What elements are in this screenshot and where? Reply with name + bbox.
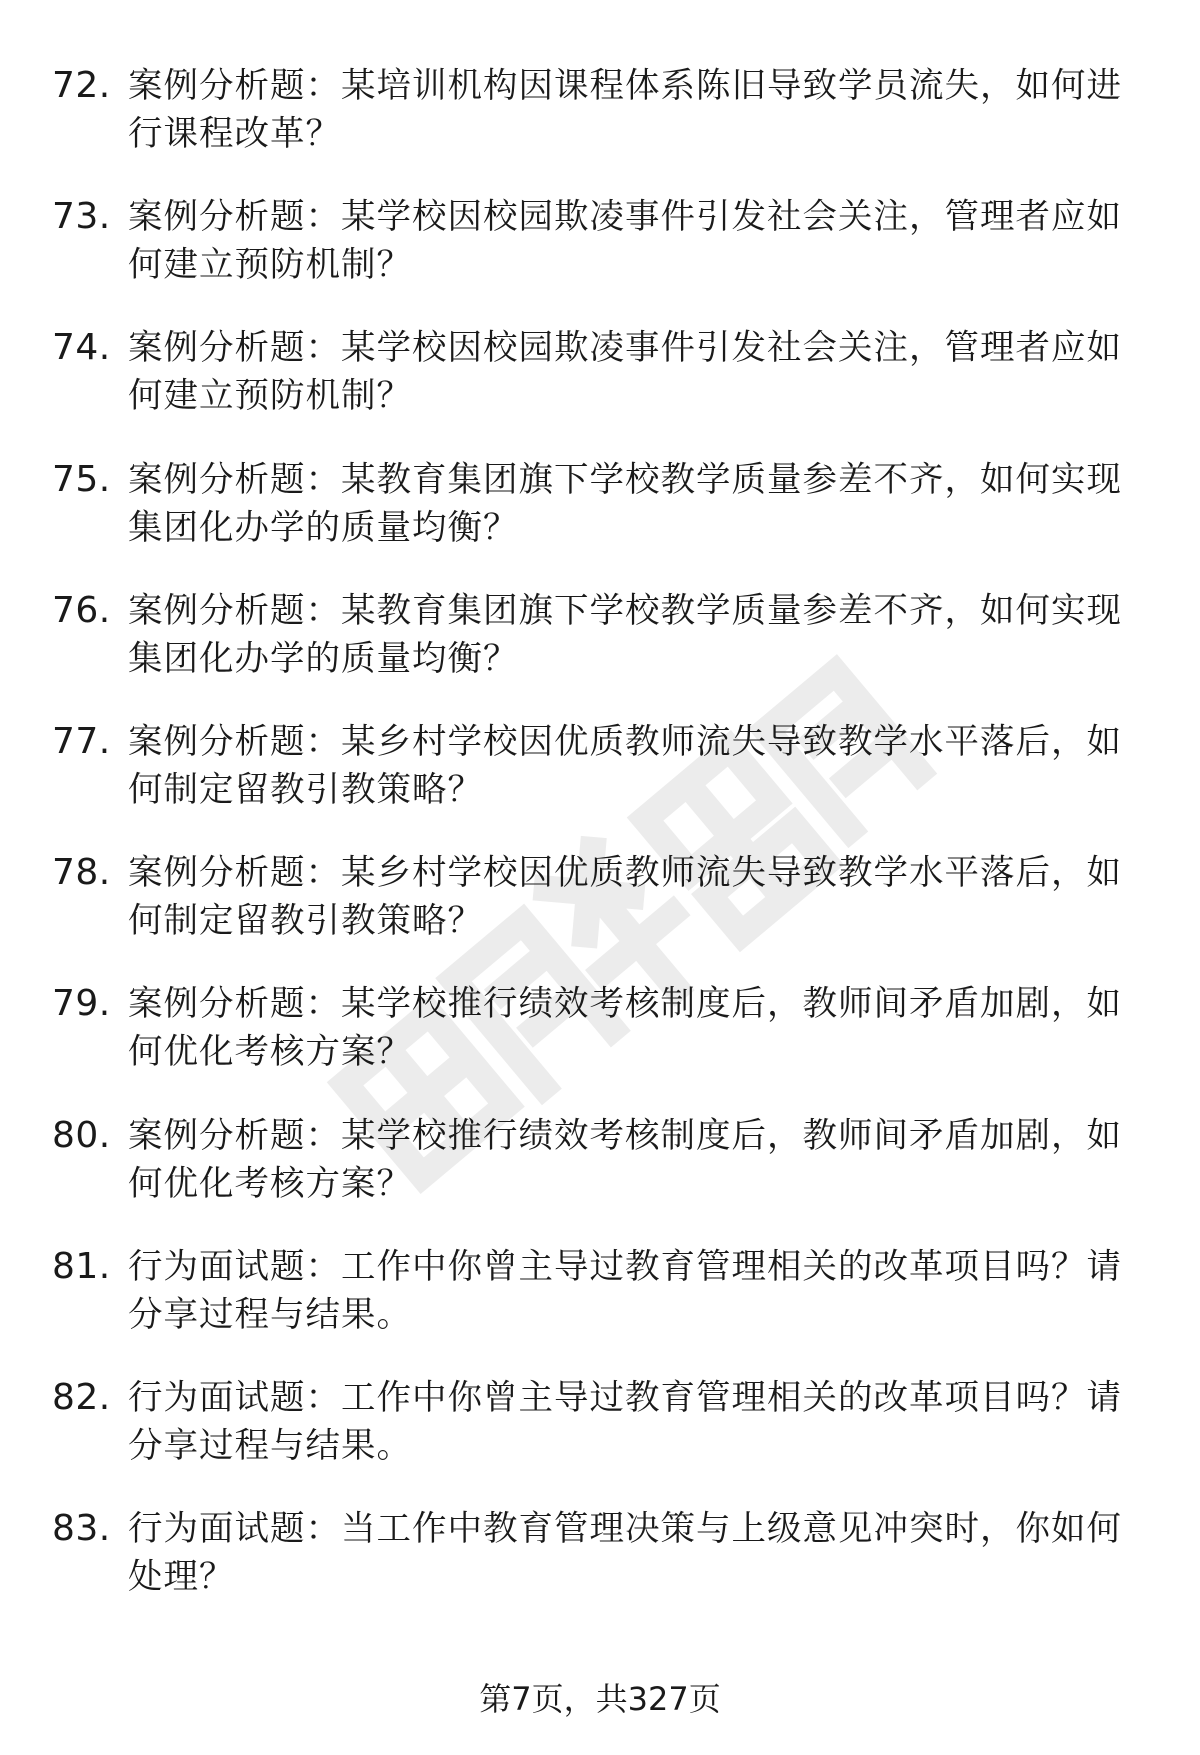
question-text: 行为面试题：工作中你曾主导过教育管理相关的改革项目吗？请分享过程与结果。 <box>128 1246 1122 1335</box>
question-number: 80. <box>52 1114 111 1156</box>
question-text: 案例分析题：某教育集团旗下学校教学质量参差不齐，如何实现集团化办学的质量均衡？ <box>128 590 1122 679</box>
question-number: 72. <box>52 65 111 106</box>
question-text: 案例分析题：某学校因校园欺凌事件引发社会关注，管理者应如何建立预防机制？ <box>128 197 1122 286</box>
question-item <box>0 193 1200 324</box>
question-item <box>0 1112 1200 1243</box>
question-number: 78. <box>52 852 111 894</box>
question-item <box>0 62 1200 193</box>
question-text: 行为面试题：当工作中教育管理决策与上级意见冲突时，你如何处理？ <box>128 1509 1122 1598</box>
question-number: 75. <box>52 458 111 500</box>
question-item <box>0 1243 1200 1374</box>
question-item <box>0 587 1200 718</box>
question-number: 79. <box>52 983 111 1025</box>
question-text: 案例分析题：某学校推行绩效考核制度后，教师间矛盾加剧，如何优化考核方案？ <box>128 1115 1122 1204</box>
question-number: 81. <box>52 1245 111 1287</box>
question-number: 77. <box>52 720 111 762</box>
question-item <box>0 718 1200 849</box>
question-text: 案例分析题：某培训机构因课程体系陈旧导致学员流失，如何进行课程改革？ <box>128 66 1122 154</box>
question-number: 73. <box>52 196 111 238</box>
question-item <box>0 1374 1200 1505</box>
question-text: 案例分析题：某乡村学校因优质教师流失导致教学水平落后，如何制定留教引教策略？ <box>128 721 1122 810</box>
question-text: 案例分析题：某学校因校园欺凌事件引发社会关注，管理者应如何建立预防机制？ <box>128 328 1122 417</box>
question-text: 案例分析题：某学校推行绩效考核制度后，教师间矛盾加剧，如何优化考核方案？ <box>128 984 1122 1073</box>
question-number: 83. <box>52 1508 111 1550</box>
question-number: 74. <box>52 327 111 369</box>
question-item <box>0 324 1200 455</box>
page-number-footer: 第7页，共327页 <box>479 1680 721 1718</box>
question-item <box>0 1505 1200 1636</box>
question-item <box>0 849 1200 980</box>
question-item <box>0 980 1200 1111</box>
question-text: 行为面试题：工作中你曾主导过教育管理相关的改革项目吗？请分享过程与结果。 <box>128 1377 1122 1466</box>
question-list <box>0 62 1200 1636</box>
question-number: 76. <box>52 589 111 631</box>
question-item <box>0 456 1200 587</box>
question-text: 案例分析题：某教育集团旗下学校教学质量参差不齐，如何实现集团化办学的质量均衡？ <box>128 459 1122 548</box>
question-number: 82. <box>52 1376 111 1418</box>
question-text: 案例分析题：某乡村学校因优质教师流失导致教学水平落后，如何制定留教引教策略？ <box>128 853 1122 942</box>
